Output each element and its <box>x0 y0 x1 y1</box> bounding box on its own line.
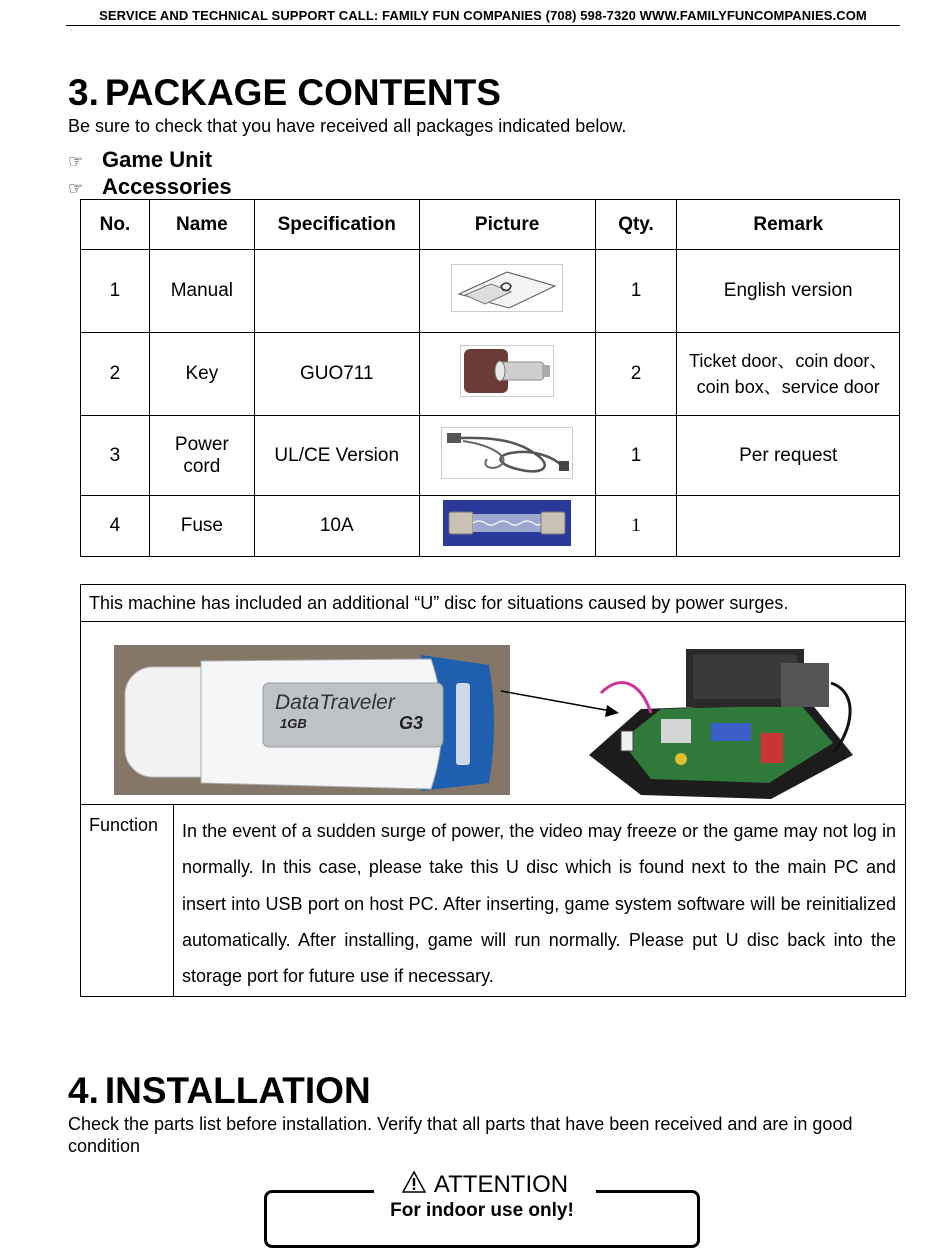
function-label: Function <box>81 805 174 997</box>
bullet-accessories <box>68 174 232 200</box>
cell-spec: GUO711 <box>254 333 419 416</box>
cell-spec <box>254 250 419 333</box>
bullet-game-unit <box>68 147 212 173</box>
section-4-intro: Check the parts list before installation. Verify that all parts that have been received and are in good condition <box>68 1114 853 1156</box>
table-row <box>81 250 900 333</box>
cell-no: 1 <box>81 250 150 333</box>
bullet-label: Game Unit <box>102 147 213 172</box>
parts-table <box>80 199 900 557</box>
cell-picture <box>419 333 595 416</box>
table-row <box>81 333 900 416</box>
power-cord-icon <box>441 427 573 479</box>
attention-heading <box>374 1170 596 1199</box>
cell-remark: Ticket door、coin door、coin box、service door <box>677 333 900 416</box>
udisc-note-row <box>81 585 906 622</box>
section-3-intro: Be sure to check that you have received all packages indicated below. <box>68 116 627 136</box>
usb-model-label: G3 <box>399 712 424 733</box>
udisc-function-row <box>81 805 906 997</box>
section-3-title <box>68 72 501 114</box>
usb-drive-image <box>114 645 510 795</box>
cell-no: 2 <box>81 333 150 416</box>
attention-text: For indoor use only! <box>390 1200 574 1221</box>
pointing-hand-icon: ☞ <box>68 179 84 198</box>
attention-title: ATTENTION <box>433 1171 569 1198</box>
fuse-icon <box>443 500 571 546</box>
column-header: Remark <box>677 200 900 250</box>
cell-name: Fuse <box>149 496 254 557</box>
udisc-image-row <box>81 622 906 805</box>
section-title-text: INSTALLATION <box>104 1070 371 1111</box>
cell-name: Power cord <box>149 416 254 496</box>
host-pc-image <box>589 649 853 799</box>
section-number: 3. <box>68 72 99 113</box>
table-header-row <box>81 200 900 250</box>
cell-no: 3 <box>81 416 150 496</box>
section-title-text: PACKAGE CONTENTS <box>104 72 501 113</box>
column-header: Name <box>149 200 254 250</box>
cell-remark: Per request <box>677 416 900 496</box>
section-number: 4. <box>68 1070 99 1111</box>
cell-qty: 1 <box>595 496 677 557</box>
cell-picture <box>419 496 595 557</box>
function-text: In the event of a sudden surge of power, the video may freeze or the game may not log in normally. In this case, please take this U disc which is found next to the main PC and insert into USB port on host PC. After inserting, game system software will be reinitialized automatically. After installing, game will run normally. Please put U disc back into the storage port for future use if necessary. <box>173 805 905 997</box>
cell-spec: UL/CE Version <box>254 416 419 496</box>
udisc-image-cell <box>81 622 906 805</box>
cell-no: 4 <box>81 496 150 557</box>
cell-picture <box>419 250 595 333</box>
cell-picture <box>419 416 595 496</box>
cell-remark: English version <box>677 250 900 333</box>
manual-icon <box>451 264 563 312</box>
cell-name: Manual <box>149 250 254 333</box>
column-header: Picture <box>419 200 595 250</box>
bullet-label: Accessories <box>102 174 232 199</box>
udisc-table <box>80 584 906 997</box>
udisc-illustration <box>81 623 905 804</box>
cell-qty: 1 <box>595 250 677 333</box>
table-row <box>81 496 900 557</box>
support-header: SERVICE AND TECHNICAL SUPPORT CALL: FAMILY FUN COMPANIES (708) 598-7320 WWW.FAMILYFUNCOMPANIES.COM <box>66 8 900 26</box>
column-header: No. <box>81 200 150 250</box>
table-row <box>81 416 900 496</box>
key-icon <box>460 345 554 397</box>
pointing-hand-icon: ☞ <box>68 152 84 171</box>
cell-name: Key <box>149 333 254 416</box>
column-header: Specification <box>254 200 419 250</box>
usb-brand-label: DataTraveler <box>275 690 395 714</box>
column-header: Qty. <box>595 200 677 250</box>
section-4-title <box>68 1070 371 1112</box>
cell-qty: 1 <box>595 416 677 496</box>
cell-spec: 10A <box>254 496 419 557</box>
udisc-note: This machine has included an additional “U” disc for situations caused by power surges. <box>81 585 906 622</box>
cell-qty: 2 <box>595 333 677 416</box>
cell-remark <box>677 496 900 557</box>
warning-icon <box>402 1170 426 1194</box>
usb-capacity-label: 1GB <box>280 715 307 731</box>
